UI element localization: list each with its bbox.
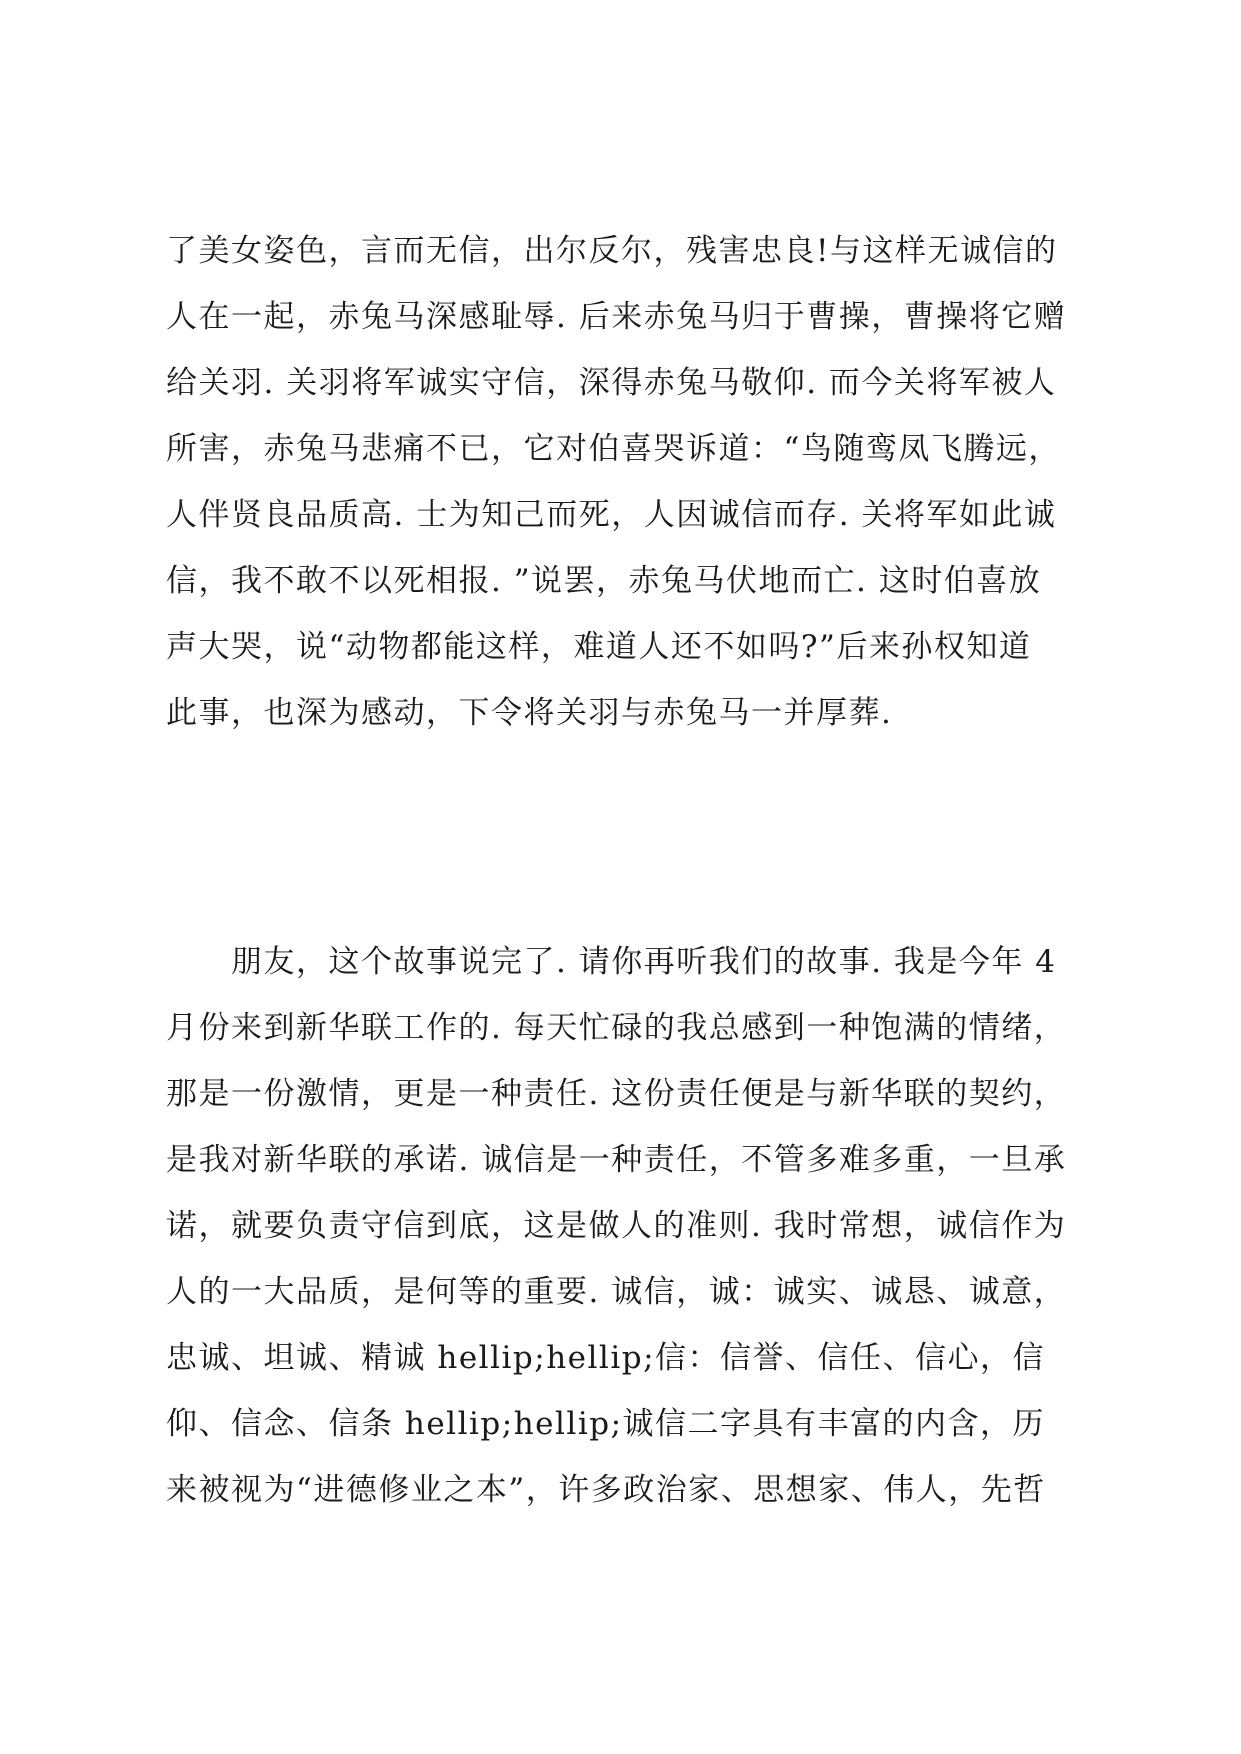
- text-line: 来被视为“进德修业之本”，许多政治家、思想家、伟人，先哲: [166, 1472, 1046, 1508]
- text-line: 此事，也深为感动，下令将关羽与赤兔马一并厚葬.: [166, 695, 893, 731]
- paragraph-story-ending: [166, 218, 1096, 746]
- text-line: 了美女姿色，言而无信，出尔反尔，残害忠良!与这样无诚信的: [166, 233, 1058, 269]
- text-line: 诺，就要负责守信到底，这是做人的准则. 我时常想，诚信作为: [166, 1208, 1067, 1244]
- text-line: 朋友，这个故事说完了. 请你再听我们的故事. 我是今年 4: [166, 944, 1057, 980]
- text-line: 月份来到新华联工作的. 每天忙碌的我总感到一种饱满的情绪，: [166, 1010, 1067, 1046]
- text-line: 给关羽. 关羽将军诚实守信，深得赤兔马敬仰. 而今关将军被人: [166, 365, 1057, 401]
- text-line: 是我对新华联的承诺. 诚信是一种责任，不管多难多重，一旦承: [166, 1142, 1067, 1178]
- text-line: 信，我不敢不以死相报. ”说罢，赤兔马伏地而亡. 这时伯喜放: [166, 563, 1042, 599]
- text-line: 人的一大品质，是何等的重要. 诚信，诚：诚实、诚恳、诚意，: [166, 1274, 1067, 1310]
- text-line: 声大哭，说“动物都能这样，难道人还不如吗?”后来孙权知道: [166, 629, 1032, 665]
- text-line: 忠诚、坦诚、精诚 hellip;hellip;信：信誉、信任、信心，信: [166, 1340, 1046, 1376]
- text-line: 人伴贤良品质高. 士为知己而死，人因诚信而存. 关将军如此诚: [166, 497, 1057, 533]
- text-line: 所害，赤兔马悲痛不已，它对伯喜哭诉道：“鸟随鸾凤飞腾远，: [166, 431, 1061, 467]
- text-line: 人在一起，赤兔马深感耻辱. 后来赤兔马归于曹操，曹操将它赠: [166, 299, 1067, 335]
- text-line: 仰、信念、信条 hellip;hellip;诚信二字具有丰富的内含，历: [166, 1406, 1046, 1442]
- text-line: 那是一份激情，更是一种责任. 这份责任便是与新华联的契约，: [166, 1076, 1067, 1112]
- paragraph-our-story: [166, 929, 1096, 1523]
